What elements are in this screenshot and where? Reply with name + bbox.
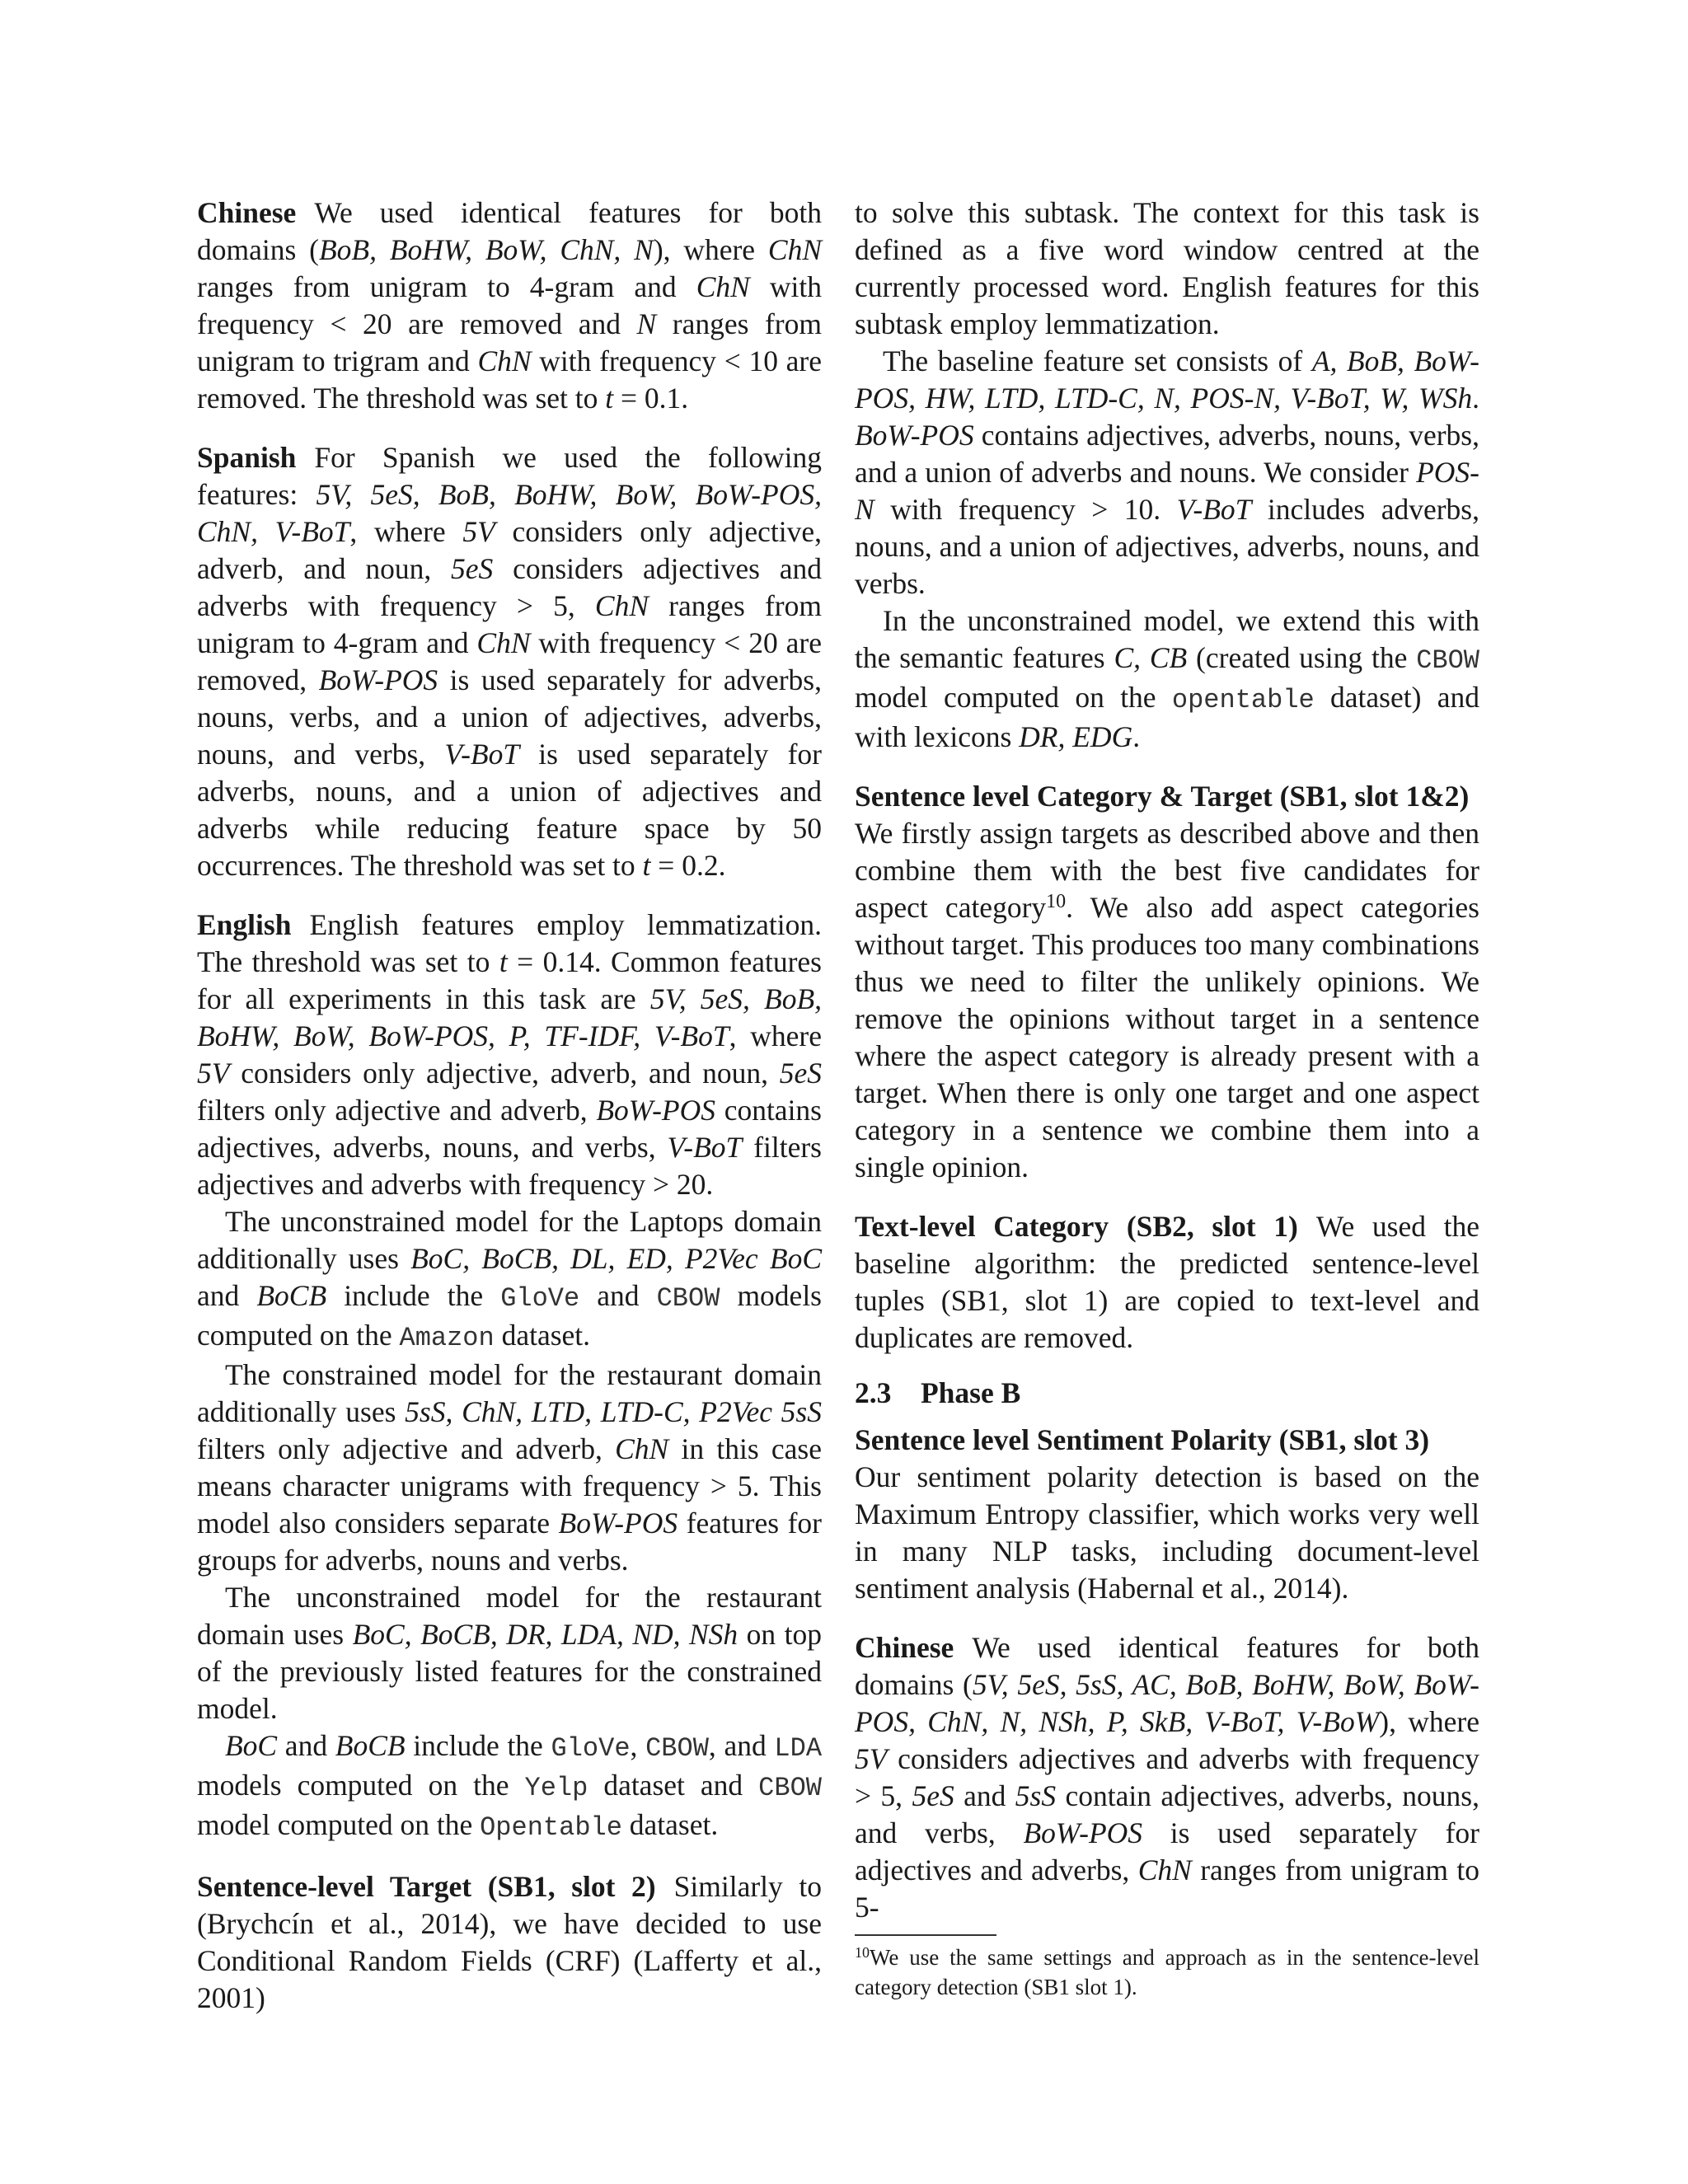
text-run: The constrained model for the restaurant domain additionally uses: [197, 1358, 822, 1428]
text-run: dataset) and with lexicons: [855, 681, 1480, 753]
feature-list: 5sS, ChN, LTD, LTD-C, P2Vec 5sS: [405, 1395, 822, 1428]
feature-name: ChN: [594, 589, 649, 622]
code-term: LDA: [774, 1733, 823, 1764]
text-run: on top of the previously listed features for the constrained model.: [197, 1618, 822, 1725]
feature-name: BoW-POS: [318, 663, 438, 696]
footnote-divider: [855, 1934, 996, 1936]
text-run: We used identical features for both domains (: [855, 1631, 1479, 1701]
feature-name: BoW-POS: [855, 419, 974, 452]
text-run: . We also add aspect categories without target. This produces too many combinations thus we need to filter the unlikely opinions. We remove the opinions without target in a sentence where the aspect category is already present with a target. When there is only one target and one aspect category in a sentence we combine them into a single opinion.: [855, 891, 1479, 1183]
code-term: CBOW: [1416, 645, 1479, 676]
feature-list: 5V, 5eS, BoB, BoHW, BoW, BoW-POS, ChN, V-BoT: [197, 478, 822, 548]
text-run: English features employ lemmatization. The threshold was set to: [197, 908, 822, 978]
feature-list: DR, EDG: [1019, 720, 1133, 753]
paragraph-heading: English: [197, 908, 292, 941]
text-run: Similarly to (Brychcín et al., 2014), we have decided to use Conditional Random Fields (CRF) (Lafferty et al., 2001): [197, 1870, 822, 2014]
text-run: with frequency > 10.: [874, 493, 1177, 526]
text-run: = 0.1.: [613, 382, 689, 415]
feature-name: V-BoT: [1176, 493, 1252, 526]
text-run: include the: [405, 1729, 551, 1762]
unconstrained-paragraph: [855, 602, 1479, 756]
text-run: is used separately for adverbs, nouns, and a union of adjectives and adverbs while reducing feature space by 50 occurrences. The threshold was set to: [197, 738, 822, 882]
math-variable: t: [605, 382, 614, 415]
text-run: dataset.: [621, 1808, 719, 1841]
code-term: Opentable: [480, 1812, 622, 1843]
text-level-paragraph: [855, 1208, 1479, 1357]
text-run: model computed on the: [197, 1808, 481, 1841]
text-run: filters only adjective and adverb,: [197, 1094, 597, 1127]
paragraph-heading: Text-level Category (SB2, slot 1): [855, 1210, 1298, 1243]
text-run: The unconstrained model for the Laptops domain additionally uses: [197, 1205, 822, 1275]
text-run: is used separately for adjectives and adverbs,: [855, 1816, 1479, 1886]
text-run: = 0.2.: [650, 849, 726, 882]
feature-list: 5V, 5eS, BoB, BoHW, BoW, BoW-POS, P, TF-IDF, V-BoT: [197, 982, 822, 1052]
text-run: ranges from unigram to 5-: [855, 1854, 1479, 1924]
feature-name: ChN: [615, 1432, 669, 1465]
feature-name: V-BoT: [444, 738, 520, 771]
text-run: ranges from unigram to trigram and: [197, 307, 822, 377]
text-run: ), where: [653, 233, 768, 266]
feature-name: BoCB: [256, 1279, 327, 1312]
text-run: ,: [630, 1729, 646, 1762]
text-run: , where: [349, 515, 463, 548]
feature-list: A, BoB, BoW-POS, HW, LTD, LTD-C, N, POS-N, V-BoT, W, WSh: [855, 344, 1479, 415]
text-run: For Spanish we used the following features:: [197, 441, 822, 511]
text-run: and: [197, 1279, 257, 1312]
chinese-b-paragraph: [855, 1629, 1479, 1926]
feature-list: BoC, BoCB, DL, ED, P2Vec BoC: [410, 1242, 822, 1275]
feature-name: 5V: [855, 1742, 888, 1775]
text-run: = 0.14. Common features for all experiments in this task are: [197, 945, 822, 1015]
text-run: with frequency < 20 are removed,: [197, 626, 823, 696]
sentiment-paragraph: [855, 1422, 1479, 1607]
baseline-paragraph: [855, 343, 1479, 602]
footnote-number: 10: [855, 1944, 870, 1961]
footnote: [855, 1943, 1479, 2002]
text-run: The baseline feature set consists of: [883, 344, 1312, 377]
chinese-paragraph: [197, 194, 822, 417]
boc-paragraph: [197, 1727, 822, 1846]
text-run: We firstly assign targets as described above and then combine them with the best five candidates for aspect category: [855, 817, 1479, 924]
paragraph-heading: Spanish: [197, 441, 297, 474]
text-run: includes adverbs, nouns, and a union of adjectives, adverbs, nouns, and verbs.: [855, 493, 1479, 600]
text-run: in this case means character unigrams with frequency > 5. This model also considers separate: [197, 1432, 822, 1540]
left-column: [197, 194, 822, 2017]
text-run: ranges from unigram to 4-gram and: [197, 270, 696, 303]
feature-name: BoW-POS: [596, 1094, 715, 1127]
text-run: The unconstrained model for the restaurant domain uses: [197, 1581, 822, 1651]
math-variable: t: [642, 849, 651, 882]
code-term: CBOW: [758, 1773, 822, 1803]
feature-list: BoB, BoHW, BoW, ChN, N: [318, 233, 654, 266]
feature-name: ChN: [1137, 1854, 1192, 1886]
code-term: GloVe: [500, 1283, 580, 1314]
text-run: with frequency < 10 are removed. The threshold was set to: [197, 344, 822, 415]
feature-name: POS-N: [855, 456, 1479, 526]
text-run: contains adjectives, adverbs, nouns, verbs, and a union of adverbs and nouns. We consider: [855, 419, 1479, 489]
text-run: filters adjectives and adverbs with frequency > 20.: [197, 1131, 822, 1201]
code-term: GloVe: [551, 1733, 631, 1764]
english-paragraph: [197, 907, 822, 1203]
feature-name: ChN: [476, 626, 531, 659]
text-run: In the unconstrained model, we extend this with the semantic features: [855, 604, 1479, 674]
text-run: contains adjectives, adverbs, nouns, and verbs,: [197, 1094, 822, 1164]
text-run: with frequency < 20 are removed and: [197, 270, 822, 340]
section-title: Phase B: [921, 1376, 1021, 1409]
feature-name: N: [636, 307, 657, 340]
text-run: model computed on the: [855, 681, 1172, 714]
footnote-marker: 10: [1046, 891, 1067, 912]
text-run: and: [579, 1279, 657, 1312]
text-run: is used separately for adverbs, nouns, verbs, and a union of adjectives, adverbs, nouns, and verbs,: [197, 663, 822, 771]
code-term: opentable: [1171, 685, 1315, 715]
code-term: CBOW: [645, 1733, 709, 1764]
section-number: 2.3: [855, 1376, 892, 1409]
category-target-paragraph: [855, 778, 1479, 1186]
feature-name: V-BoT: [667, 1131, 743, 1164]
text-run: features for groups for adverbs, nouns and verbs.: [197, 1507, 822, 1577]
text-run: (created using the: [1187, 641, 1417, 674]
feature-list: BoC, BoCB, DR, LDA, ND, NSh: [352, 1618, 738, 1651]
text-run: dataset.: [494, 1319, 591, 1352]
feature-name: ChN: [477, 344, 532, 377]
text-run: ranges from unigram to 4-gram and: [197, 589, 822, 659]
sentence-target-paragraph: [197, 1868, 822, 2017]
text-run: and: [277, 1729, 335, 1762]
code-term: Yelp: [524, 1773, 588, 1803]
code-term: Amazon: [399, 1323, 495, 1353]
text-run: , and: [708, 1729, 775, 1762]
text-run: models computed on the: [197, 1279, 822, 1352]
text-run: considers only adjective, adverb, and noun,: [229, 1057, 780, 1090]
text-run: , where: [729, 1019, 822, 1052]
feature-name: 5V: [197, 1057, 230, 1090]
text-run: contain adjectives, adverbs, nouns, and verbs,: [855, 1779, 1479, 1849]
restaurant-constrained-paragraph: [197, 1357, 822, 1579]
feature-name: BoC: [225, 1729, 278, 1762]
feature-name: 5eS: [912, 1779, 954, 1812]
text-run: considers adjectives and adverbs with frequency > 5,: [197, 552, 822, 622]
paragraph-heading: Chinese: [855, 1631, 954, 1664]
feature-list: 5V, 5eS, 5sS, AC, BoB, BoHW, BoW, BoW-POS, ChN, N, NSh, P, SkB, V-BoT, V-BoW: [855, 1668, 1479, 1738]
feature-name: 5eS: [779, 1057, 822, 1090]
text-run: .: [1472, 382, 1479, 415]
right-column: [855, 194, 1479, 2002]
paragraph-heading: Sentence level Category & Target (SB1, slot 1&2): [855, 780, 1470, 813]
paragraph-heading: Sentence-level Target (SB1, slot 2): [197, 1870, 656, 1903]
feature-list: C, CB: [1114, 641, 1188, 674]
text-run: include the: [326, 1279, 501, 1312]
feature-name: BoCB: [335, 1729, 406, 1762]
text-run: We used identical features for both domains (: [197, 196, 822, 266]
text-run: models computed on the: [197, 1769, 525, 1802]
feature-name: ChN: [767, 233, 822, 266]
text-run: .: [1132, 720, 1141, 753]
text-run: and: [954, 1779, 1015, 1812]
text-run: filters only adjective and adverb,: [197, 1432, 616, 1465]
text-run: We used the baseline algorithm: the predicted sentence-level tuples (SB1, slot 1) are copied to text-level and duplicates are removed.: [855, 1210, 1479, 1354]
feature-name: 5eS: [451, 552, 494, 585]
feature-name: ChN: [696, 270, 750, 303]
spanish-paragraph: [197, 439, 822, 884]
math-variable: t: [499, 945, 508, 978]
feature-name: BoW-POS: [1023, 1816, 1143, 1849]
laptops-paragraph: [197, 1203, 822, 1357]
continuation-paragraph: [855, 194, 1479, 343]
text-run: ), where: [1379, 1705, 1479, 1738]
text-run: to solve this subtask. The context for this task is defined as a five word window centred at the currently processed word. English features for this subtask employ lemmatization.: [855, 196, 1479, 340]
text-run: Our sentiment polarity detection is based on the Maximum Entropy classifier, which works very well in many NLP tasks, including document-level sentiment analysis (Habernal et al., 2014).: [855, 1460, 1479, 1605]
paragraph-heading: Sentence level Sentiment Polarity (SB1, slot 3): [855, 1423, 1430, 1456]
code-term: CBOW: [656, 1283, 720, 1314]
text-run: dataset and: [588, 1769, 759, 1802]
feature-name: 5V: [462, 515, 495, 548]
text-run: considers only adjective, adverb, and noun,: [197, 515, 822, 585]
footnote-text: We use the same settings and approach as in the sentence-level category detection (SB1 slot 1).: [855, 1945, 1479, 1999]
restaurant-unconstrained-paragraph: [197, 1579, 822, 1727]
feature-name: 5sS: [1015, 1779, 1057, 1812]
section-heading: [855, 1375, 1479, 1412]
paragraph-heading: Chinese: [197, 196, 297, 229]
feature-name: BoW-POS: [558, 1507, 678, 1540]
text-run: considers adjectives and adverbs with frequency > 5,: [855, 1742, 1479, 1812]
